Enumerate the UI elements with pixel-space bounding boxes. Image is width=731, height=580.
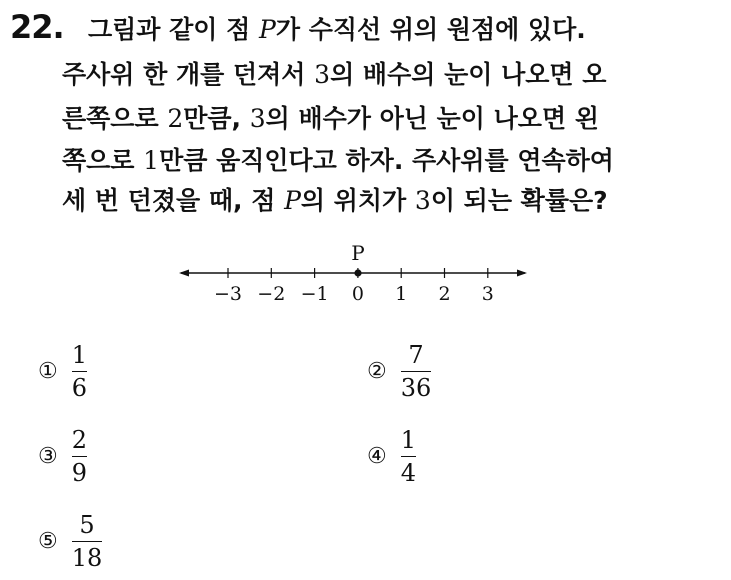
question-text: 의 위치가 [300, 186, 415, 215]
numerator: 7 [408, 341, 424, 369]
left-arrow-icon [179, 270, 189, 277]
fraction-bar [401, 371, 432, 372]
question-text: 이 되는 확률은? [430, 186, 608, 215]
math-number: 3 [249, 104, 266, 133]
question-text: 만큼, [183, 104, 250, 133]
numerator: 5 [79, 511, 95, 539]
point-variable: P [259, 15, 276, 44]
question-text: 가 수직선 위의 원점에 있다. [275, 15, 586, 44]
point-p-label: P [351, 241, 365, 265]
question-line-1 [88, 12, 586, 48]
choice-fraction [72, 510, 103, 573]
question-text: 그림과 같이 점 [88, 15, 260, 44]
question-text: 른쪽으로 [62, 104, 168, 133]
choice-marker: ④ [367, 444, 387, 469]
tick-label: 2 [438, 283, 451, 305]
choice-marker: ③ [38, 444, 58, 469]
denominator: 4 [400, 459, 417, 487]
question-text: 의 배수가 아닌 눈이 나오면 왼 [265, 104, 599, 133]
fraction-bar [72, 456, 87, 457]
question-text: 세 번 던졌을 때, 점 [62, 186, 285, 215]
denominator: 6 [71, 374, 88, 402]
choice-2[interactable] [367, 340, 431, 403]
math-number: 3 [314, 60, 331, 89]
math-number: 3 [414, 186, 431, 215]
question-number: 22. [10, 8, 64, 46]
choice-5[interactable] [38, 510, 102, 573]
fraction-bar [401, 456, 416, 457]
question-line-3 [62, 101, 599, 137]
question-line-5 [62, 183, 608, 219]
choice-marker: ⑤ [38, 529, 58, 554]
choice-marker: ② [367, 359, 387, 384]
point-variable: P [284, 186, 301, 215]
choice-1[interactable] [38, 340, 87, 403]
question-text: 주사위 한 개를 던져서 [62, 60, 315, 89]
numerator: 1 [71, 341, 88, 369]
denominator: 9 [71, 459, 88, 487]
choice-fraction [72, 340, 87, 403]
question-text: 만큼 움직인다고 하자. 주사위를 연속하여 [159, 146, 614, 175]
fraction-bar [72, 371, 87, 372]
math-number: 1 [143, 146, 160, 175]
question-line-4 [62, 143, 614, 179]
choice-marker: ① [38, 359, 58, 384]
right-arrow-icon [517, 270, 527, 277]
number-line-figure [175, 236, 535, 312]
question-text: 쪽으로 [62, 146, 144, 175]
numerator: 1 [400, 426, 417, 454]
choice-fraction [401, 425, 416, 488]
fraction-bar [72, 541, 103, 542]
point-p-dot [354, 269, 361, 276]
denominator: 36 [400, 374, 432, 402]
tick-label: 3 [481, 283, 494, 305]
choice-3[interactable] [38, 425, 87, 488]
tick-label: −2 [257, 283, 286, 305]
choice-fraction [401, 340, 432, 403]
tick-label: 0 [351, 283, 364, 305]
choice-4[interactable] [367, 425, 416, 488]
tick-label: −1 [300, 283, 329, 305]
tick-label: −3 [213, 283, 243, 305]
numerator: 2 [71, 426, 88, 454]
tick-label: 1 [395, 283, 408, 305]
number-line [175, 236, 535, 308]
question-text: 의 배수의 눈이 나오면 오 [330, 60, 607, 89]
question-line-2 [62, 57, 606, 93]
denominator: 18 [71, 544, 103, 572]
choice-fraction [72, 425, 87, 488]
math-number: 2 [167, 104, 184, 133]
